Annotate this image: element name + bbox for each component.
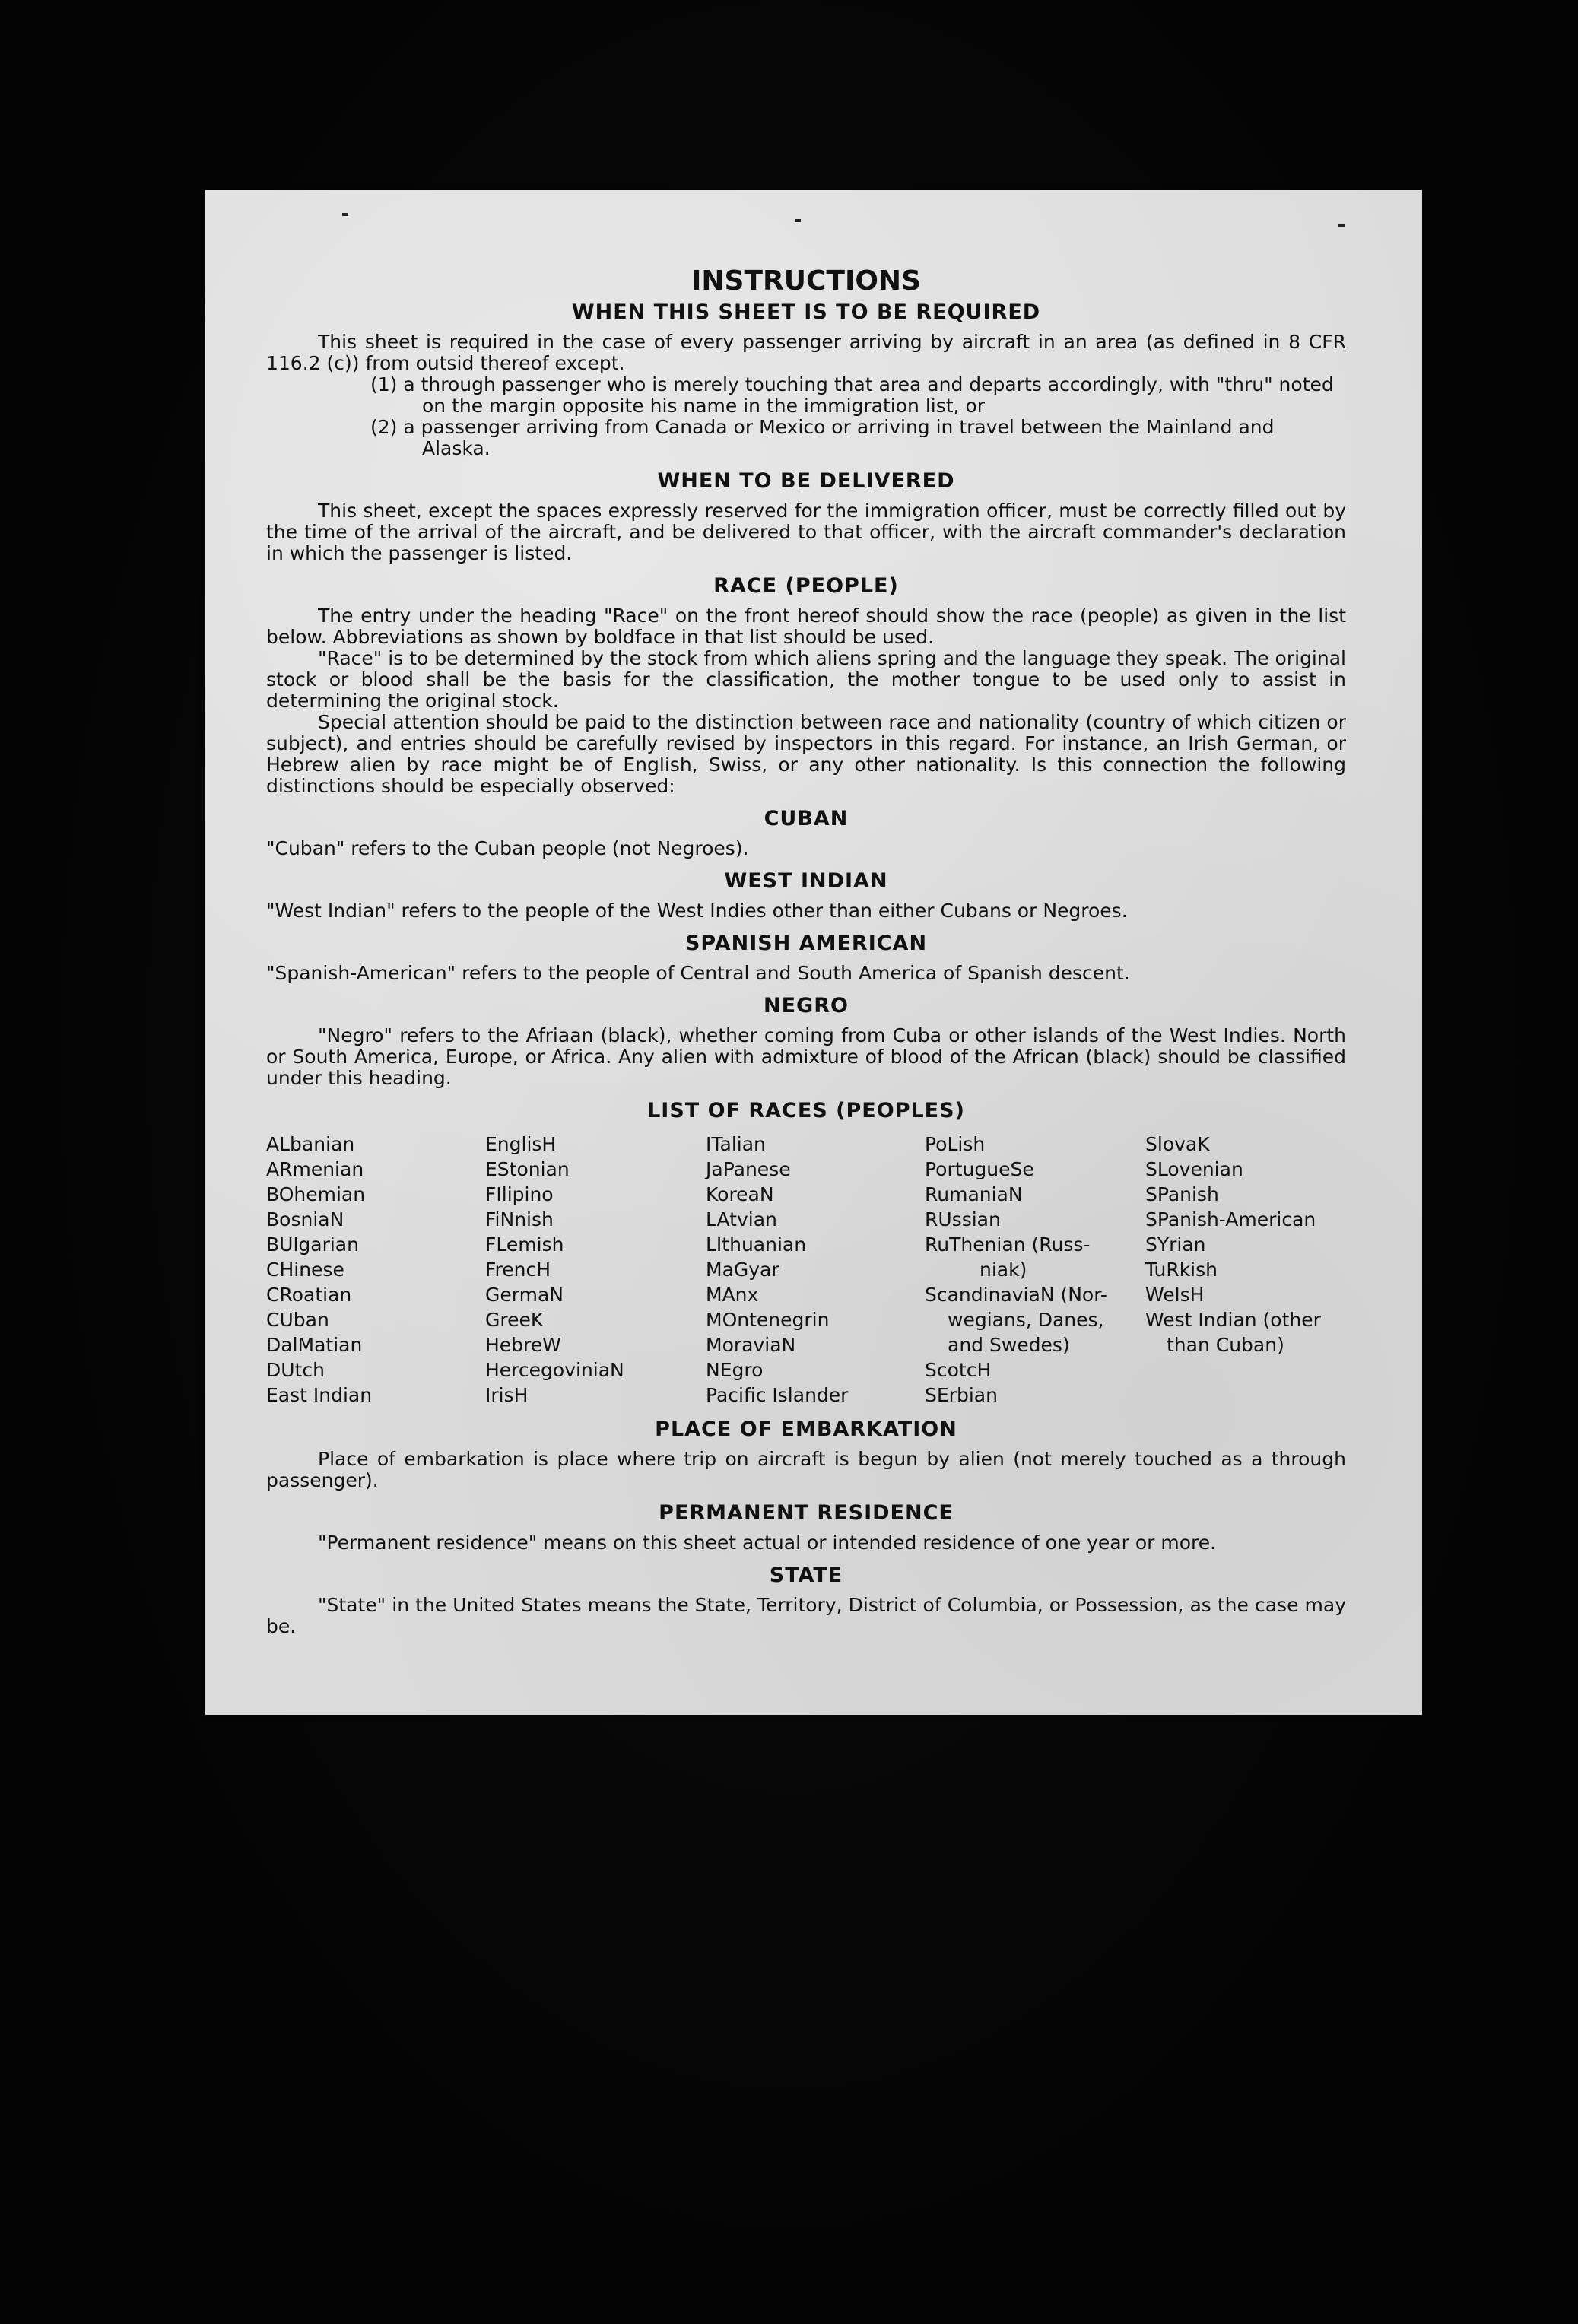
race-entry: RuThenian (Russ-	[925, 1233, 1091, 1256]
race-entry: SYrian	[1145, 1233, 1206, 1256]
race-entry: West Indian (other	[1145, 1309, 1321, 1331]
race-paragraph: The entry under the heading "Race" on the front hereof should show the race (people) as given in the list below. Abbreviations as shown by boldface in that list should be used.	[266, 605, 1346, 648]
west-indian-text: "West Indian" refers to the people of the West Indies other than either Cubans or Negroes.	[266, 900, 1128, 922]
place-of-embarkation-text: Place of embarkation is place where trip on aircraft is begun by alien (not merely touched as a through passenger).	[266, 1448, 1346, 1491]
when-delivered-text: This sheet, except the spaces expressly reserved for the immigration officer, must be correctly filled out by the time of the arrival of the aircraft, and be delivered to that officer, with the aircraft commander's declaration in which the passenger is listed.	[266, 500, 1346, 564]
cuban-text: "Cuban" refers to the Cuban people (not Negroes).	[266, 837, 749, 859]
when-delivered-heading: WHEN TO BE DELIVERED	[657, 469, 955, 493]
permanent-residence-heading: PERMANENT RESIDENCE	[659, 1501, 954, 1525]
race-entry: SLovenian	[1145, 1158, 1243, 1180]
race-entry: HebreW	[485, 1334, 561, 1356]
race-entry: CHinese	[266, 1259, 344, 1281]
race-entry: SPanish-American	[1145, 1208, 1316, 1230]
race-entry: SErbian	[925, 1384, 998, 1406]
state-heading: STATE	[769, 1564, 843, 1587]
exception-item: (2) a passenger arriving from Canada or Mexico or arriving in travel between the Mainland and Alaska.	[370, 416, 1275, 459]
race-entry: MaGyar	[706, 1259, 779, 1281]
spanish-american-heading: SPANISH AMERICAN	[684, 932, 928, 955]
race-entry: FiNnish	[485, 1208, 554, 1230]
race-entry: FLemish	[485, 1233, 564, 1256]
race-entry: SlovaK	[1145, 1133, 1210, 1155]
race-entry: IrisH	[485, 1384, 529, 1406]
race-entry: HercegoviniaN	[485, 1359, 624, 1381]
race-entry: SPanish	[1145, 1183, 1219, 1205]
exception-item: (1) a through passenger who is merely touching that area and departs accordingly, with "thru" noted on the margin opposite his name in the immigration list, or	[370, 373, 1334, 417]
race-entry: KoreaN	[706, 1183, 774, 1205]
race-entry: DUtch	[266, 1359, 325, 1381]
race-entry: FrencH	[485, 1259, 551, 1281]
negro-heading: NEGRO	[764, 994, 849, 1018]
race-entry: Pacific Islander	[706, 1384, 849, 1406]
document-page	[205, 190, 1422, 1715]
state-text: "State" in the United States means the State, Territory, District of Columbia, or Possession, as the case may be.	[266, 1594, 1346, 1637]
when-required-heading: WHEN THIS SHEET IS TO BE REQUIRED	[571, 300, 1041, 324]
race-entry: LAtvian	[706, 1208, 777, 1230]
negro-text: "Negro" refers to the Afriaan (black), whether coming from Cuba or other islands of the West Indies. North or South America, Europe, or Africa. Any alien with admixture of blood of the African (black) should be classified under this heading.	[266, 1024, 1346, 1089]
race-entry: wegians, Danes,	[948, 1309, 1104, 1331]
cuban-heading: CUBAN	[764, 807, 849, 830]
races-column	[266, 1132, 485, 1408]
permanent-residence-text: "Permanent residence" means on this sheet actual or intended residence of one year or more.	[318, 1532, 1217, 1554]
race-entry: ScandinaviaN (Nor-	[925, 1284, 1107, 1306]
dust-speck	[795, 219, 801, 222]
when-required-intro: This sheet is required in the case of every passenger arriving by aircraft in an area (as defined in 8 CFR 116.2 (c)) from outsid thereof except.	[266, 331, 1346, 374]
race-entry: BUlgarian	[266, 1233, 359, 1256]
spanish-american-text: "Spanish-American" refers to the people of Central and South America of Spanish descent.	[266, 962, 1130, 984]
race-entry: ARmenian	[266, 1158, 364, 1180]
race-entry: GreeK	[485, 1309, 544, 1331]
race-entry: MoraviaN	[706, 1334, 796, 1356]
race-entry: niak)	[980, 1259, 1027, 1281]
race-entry: PoLish	[925, 1133, 986, 1155]
page-title: INSTRUCTIONS	[691, 265, 921, 297]
races-column	[485, 1132, 706, 1408]
race-entry: ITalian	[706, 1133, 766, 1155]
race-entry: CUban	[266, 1309, 329, 1331]
race-entry: RumaniaN	[925, 1183, 1023, 1205]
race-entry: East Indian	[266, 1384, 373, 1406]
race-paragraph: "Race" is to be determined by the stock from which aliens spring and the language they speak. The original stock or blood shall be the basis for the classification, the mother tongue to be used only to assist in determining the original stock.	[266, 647, 1346, 712]
race-entry: than Cuban)	[1167, 1334, 1284, 1356]
west-indian-heading: WEST INDIAN	[724, 869, 888, 893]
race-entry: LIthuanian	[706, 1233, 807, 1256]
race-entry: and Swedes)	[948, 1334, 1070, 1356]
dust-speck	[342, 213, 348, 216]
race-entry: ScotcH	[925, 1359, 992, 1381]
race-entry: MOntenegrin	[706, 1309, 830, 1331]
races-table	[266, 1132, 1346, 1408]
race-entry: MAnx	[706, 1284, 759, 1306]
document-content	[266, 266, 1346, 1637]
races-column	[925, 1132, 1145, 1408]
race-entry: ALbanian	[266, 1133, 355, 1155]
race-entry: RUssian	[925, 1208, 1001, 1230]
race-entry: CRoatian	[266, 1284, 352, 1306]
race-entry: PortugueSe	[925, 1158, 1034, 1180]
exception-list	[266, 374, 1346, 459]
race-entry: JaPanese	[706, 1158, 791, 1180]
race-entry: EnglisH	[485, 1133, 557, 1155]
race-entry: TuRkish	[1145, 1259, 1218, 1281]
race-entry: DalMatian	[266, 1334, 363, 1356]
races-column	[1145, 1132, 1346, 1408]
race-entry: FIlipino	[485, 1183, 554, 1205]
race-entry: EStonian	[485, 1158, 570, 1180]
race-entry: GermaN	[485, 1284, 564, 1306]
races-column	[706, 1132, 925, 1408]
place-of-embarkation-heading: PLACE OF EMBARKATION	[655, 1418, 957, 1441]
race-entry: BosniaN	[266, 1208, 344, 1230]
race-entry: NEgro	[706, 1359, 764, 1381]
race-heading: RACE (PEOPLE)	[713, 574, 899, 598]
race-entry: WelsH	[1145, 1284, 1205, 1306]
race-paragraph: Special attention should be paid to the distinction between race and nationality (country of which citizen or subject), and entries should be carefully revised by inspectors in this regard. For instance, an Irish German, or Hebrew alien by race might be of English, Swiss, or any other nationality. Is this connection the following distinctions should be especially observed:	[266, 711, 1346, 797]
race-entry: BOhemian	[266, 1183, 366, 1205]
dust-speck	[1338, 224, 1345, 227]
list-of-races-heading: LIST OF RACES (PEOPLES)	[647, 1099, 965, 1122]
